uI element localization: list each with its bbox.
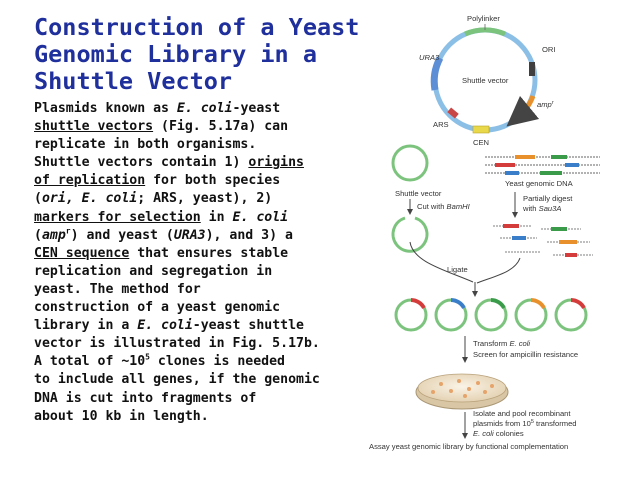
transform-label: Transform E. coli [473, 339, 531, 348]
sau3a-label: with Sau3A [523, 204, 562, 213]
ori-label: ORI [542, 45, 556, 54]
body-line: replicate in both organisms. [34, 137, 257, 153]
text-run: A total of ~10 [34, 354, 146, 370]
text-run-underlined: CEN sequence [34, 245, 130, 261]
title-line-3: Shuttle Vector [34, 67, 233, 95]
superscript: r [65, 226, 71, 236]
text-run-underlined: origins [248, 155, 304, 171]
ars-label: ARS [433, 120, 449, 129]
text-run: in [200, 209, 233, 225]
body-line: construction of a yeast genomic [34, 300, 281, 316]
partial-digest-label: Partially digest [523, 194, 573, 203]
body-line: to include all genes, if the genomic [34, 372, 320, 388]
text-run: clones is needed [149, 354, 285, 370]
body-line [34, 118, 374, 136]
ura3-segment [434, 58, 440, 90]
text-run: ; ARS, yeast), 2) [137, 191, 273, 207]
petri-dish [416, 374, 508, 409]
body-line [34, 209, 374, 227]
text-run-italic: E. coli [176, 101, 233, 116]
isolate-label-2: plasmids from $10^5$ transformed [473, 419, 577, 428]
text-run-italic: E. coli [137, 318, 193, 334]
polylinker-label: Polylinker [467, 14, 500, 23]
shuttle-vector-label: Shuttle vector [395, 189, 442, 198]
text-run: that ensures stable [129, 245, 289, 261]
body-paragraph [34, 100, 374, 426]
ori-segment [529, 62, 535, 76]
text-run: library in a [34, 318, 138, 334]
isolate-label-3: E. coli colonies [473, 429, 524, 438]
title-line-1: Construction of a Yeast [34, 13, 360, 41]
body-line: vector is illustrated in Fig. 5.17b. [34, 336, 320, 352]
body-line [34, 353, 374, 371]
genomic-dna-strands [485, 155, 600, 175]
slide-title [34, 14, 384, 95]
cen-label: CEN [473, 138, 490, 147]
ligate-arrow-right [477, 258, 520, 283]
cen-segment [473, 126, 489, 133]
body-line: about 10 kb in length. [34, 408, 209, 424]
text-run: -yeast shuttle [192, 318, 304, 334]
library-construction-flow [369, 146, 600, 451]
text-run: ) and yeast ( [70, 227, 174, 243]
text-run-underlined: of replication [34, 173, 146, 189]
text-run: -yeast [232, 101, 281, 116]
ampr-label: amp$^r$ [537, 100, 554, 109]
body-line: yeast. The method for [34, 281, 201, 297]
text-run: ( [34, 227, 42, 243]
body-line [34, 190, 374, 208]
text-run: Plasmids known as [34, 101, 177, 116]
polylinker-segment [465, 30, 505, 34]
assay-label: Assay yeast genomic library by functional complementation [369, 442, 569, 451]
genomic-fragments [493, 224, 593, 257]
text-run-italic: URA3 [173, 227, 206, 243]
ura3-label: URA3 [419, 53, 440, 62]
ampr-segment [518, 96, 533, 117]
body-line: replication and segregation in [34, 263, 273, 279]
superscript: 5 [145, 352, 150, 362]
body-line [34, 154, 374, 172]
yeast-genomic-dna-label: Yeast genomic DNA [505, 179, 573, 188]
text-run: for both species [145, 173, 281, 189]
uncut-vector [393, 146, 427, 180]
recombinant-plasmids [396, 300, 586, 330]
text-run: ), and 3) a [205, 227, 293, 243]
shuttle-vector-map [419, 14, 556, 147]
screen-label: Screen for ampicillin resistance [473, 350, 579, 359]
body-line [34, 227, 374, 245]
text-run: (Fig. 5.17a) can [153, 119, 289, 135]
title-line-2: Genomic Library in a [34, 40, 317, 68]
cut-vector [393, 218, 427, 251]
text-run-underlined: shuttle vectors [34, 119, 154, 135]
cut-label: Cut with BamHI [417, 202, 470, 211]
body-line: DNA is cut into fragments of [34, 390, 257, 406]
text-run: Shuttle vectors contain 1) [34, 155, 249, 171]
isolate-label-1: Isolate and pool recombinant [473, 409, 571, 418]
text-run: ( [34, 191, 42, 207]
body-line [34, 172, 374, 190]
vector-center-label: Shuttle vector [462, 76, 509, 85]
ligate-label: Ligate [447, 265, 468, 274]
shuttle-vector-figure [355, 0, 638, 478]
text-run-italic: amp [41, 227, 66, 243]
body-line [34, 100, 374, 118]
body-line [34, 245, 374, 263]
text-run-italic: E. coli [232, 209, 289, 225]
body-line [34, 317, 374, 335]
text-run-italic: ori, E. coli [41, 191, 138, 207]
text-run-underlined: markers for selection [34, 209, 201, 225]
